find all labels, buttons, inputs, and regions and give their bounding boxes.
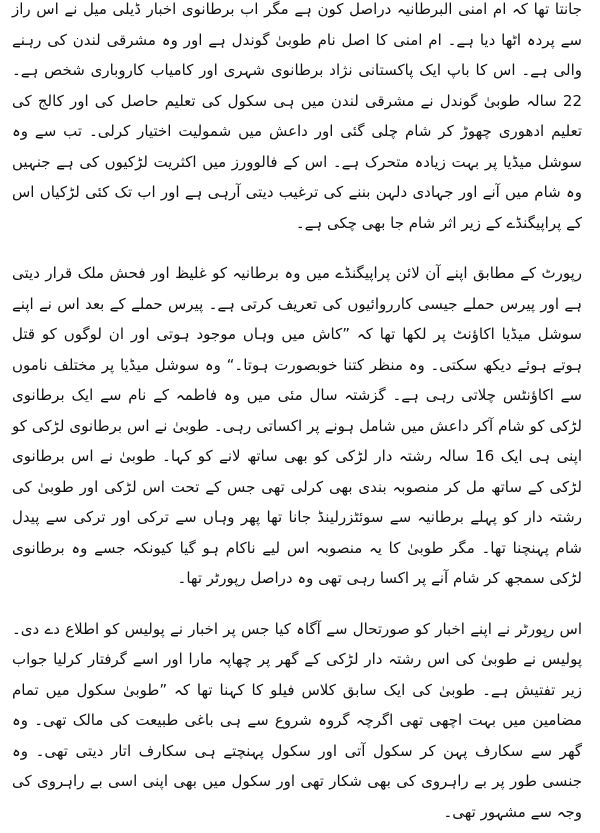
article-paragraph-2: رپورٹ کے مطابق اپنے آن لائن پراپیگنڈے میں وہ برطانیہ کو غلیظ اور فحش ملک قرار دیتی ہے اور پیرس حملے جیسی کارروائیوں کی تعریف کرتی ہے۔ پیرس حملے کے بعد اس نے اپنے سوشل میڈیا اکاؤنٹ پر لکھا تھا کہ ”کاش میں وہاں موجود ہوتی اور ان لوگوں کو قتل ہوتے ہوئے دیکھ سکتی۔ وہ منظر کتنا خوبصورت ہوتا۔“ وہ سوشل میڈیا پر مختلف ناموں سے اکاؤنٹس چلاتی رہی ہے۔ گزشتہ سال مئی میں وہ فاطمہ کے نام سے ایک برطانوی لڑکی کو شام آکر داعش میں شامل ہونے پر اکساتی رہی۔ طوبیٰ نے اس برطانوی لڑکی کو اپنی ہی ایک 16 سالہ رشتہ دار لڑکی کو بھی ساتھ لانے کو کہا۔ طوبیٰ نے اس برطانوی لڑکی کے ساتھ مل کر منصوبہ بندی بھی کرلی تھی جس کے تحت اس لڑکی اور طوبیٰ کی رشتہ دار کو پہلے برطانیہ سے سوئٹزرلینڈ جانا تھا پھر وہاں سے ترکی اور ترکی سے پیدل شام پہنچنا تھا۔ مگر طوبیٰ کا یہ منصوبہ اس لیے ناکام ہو گیا کیونکہ جسے وہ برطانوی لڑکی سمجھ کر شام آنے پر اکسا رہی تھی وہ دراصل رپورٹر تھا۔ — [12, 264, 582, 587]
article-paragraph-3: اس رپورٹر نے اپنے اخبار کو صورتحال سے آگاہ کیا جس پر اخبار نے پولیس کو اطلاع دے دی۔ پولیس نے طوبیٰ کی اس رشتہ دار لڑکی کے گھر پر چھاپہ مارا اور اسے گرفتار کرلیا جواب زیر تفتیش ہے۔ طوبیٰ کی ایک سابق کلاس فیلو کا کہنا تھا کہ ”طوبیٰ سکول میں تمام مضامین میں بہت اچھی تھی اگرچہ گروہ شروع سے ہی باغی طبیعت کی مالک تھی۔ وہ گھر سے سکارف پہن کر سکول آتی اور سکول پہنچتے ہی سکارف اتار دیتی تھی۔ وہ جنسی طور پر بے راہروی کی بھی شکار تھی اور سکول میں بھی اپنی اسی بے راہروی کی وجہ سے مشہور تھی۔ — [12, 619, 582, 821]
article-paragraph-1: جانتا تھا کہ ام امنی البرطانیہ دراصل کون ہے مگر اب برطانوی اخبار ڈیلی میل نے اس راز سے پردہ اٹھا دیا ہے۔ ام امنی کا اصل نام طوبیٰ گوندل ہے اور وہ مشرقی لندن کی رہنے والی ہے۔ اس کا باپ ایک پاکستانی نژاد برطانوی شہری اور کامیاب کاروباری شخص ہے۔ 22 سالہ طوبیٰ گوندل نے مشرقی لندن میں ہی سکول کی تعلیم حاصل کی اور کالج کی تعلیم ادھوری چھوڑ کر شام چلی گئی اور داعش میں شمولیت اختیار کرلی۔ تب سے وہ سوشل میڈیا پر بہت زیادہ متحرک ہے۔ اس کے فالوورز میں اکثریت لڑکیوں کی ہے جنہیں وہ شام میں آنے اور جہادی دلہن بننے کی ترغیب دیتی آرہی ہے اور اب تک کئی لڑکیاں اس کے پراپیگنڈے کے زیر اثر شام جا بھی چکی ہے۔ — [12, 0, 582, 232]
news-article — [12, 0, 582, 827]
